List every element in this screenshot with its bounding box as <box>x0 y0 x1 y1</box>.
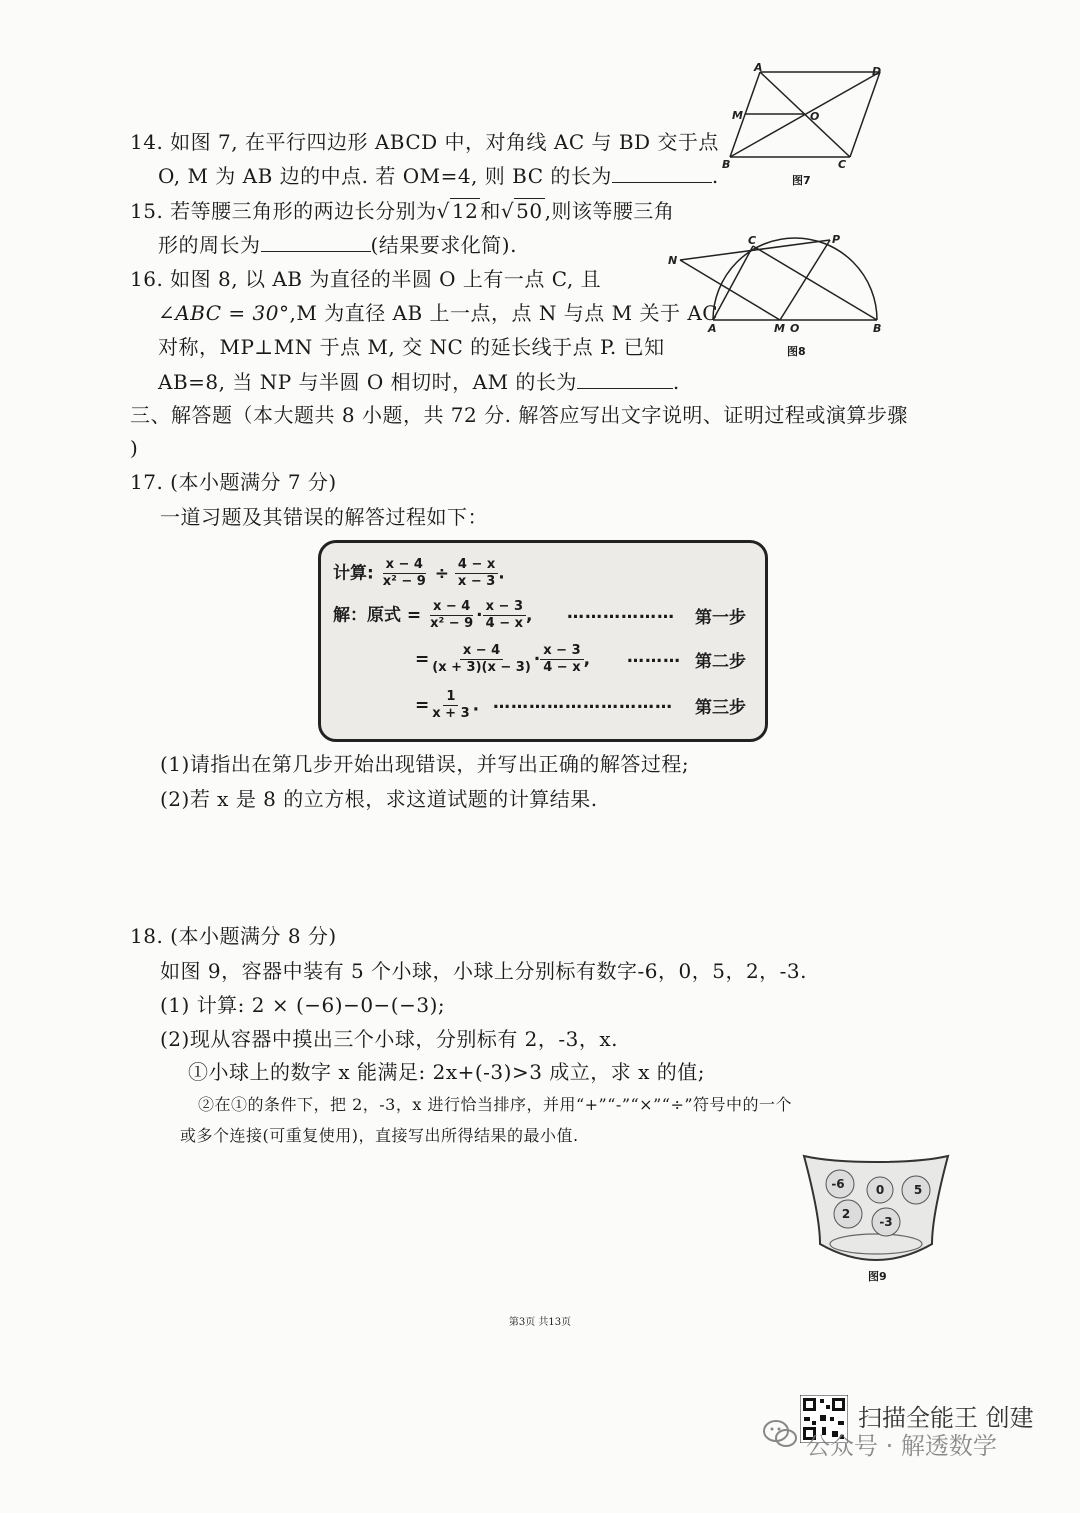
fig7-label-o: O <box>810 110 820 123</box>
q18-part2: (2)现从容器中摸出三个小球，分别标有 2，-3，x. <box>160 1027 619 1051</box>
q15-line2 <box>158 231 517 259</box>
q15-line2a: 形的周长为 <box>158 233 261 257</box>
fig7-label-d: D <box>872 65 882 78</box>
fig8-caption: 图8 <box>787 345 806 358</box>
account-watermark: 公众号 · 解透数学 <box>806 1432 997 1460</box>
q17-solution-box <box>318 540 768 742</box>
figure-9 <box>800 1152 952 1264</box>
wechat-icon <box>762 1418 798 1450</box>
box-step2-label: 第二步 <box>695 652 746 672</box>
fig8-label-n: N <box>668 254 678 267</box>
box-period: . <box>498 563 505 584</box>
box-row-calc <box>333 557 505 590</box>
frac-den: 4 − x <box>543 660 581 675</box>
q16-angle: ∠ABC = 30° <box>158 301 290 325</box>
q14-line2-text: O, M 为 AB 边的中点. 若 OM=4, 则 BC 的长为 <box>158 164 612 188</box>
fig9-caption: 图9 <box>868 1270 887 1283</box>
box-step1-frac1 <box>427 599 476 632</box>
q16-line3: 对称，MP⊥MN 于点 M, 交 NC 的延长线于点 P. 已知 <box>158 335 665 359</box>
section3-heading: 三、解答题（本大题共 8 小题，共 72 分. 解答应写出文字说明、证明过程或演算步骤 <box>130 403 908 427</box>
q18-part2b-line2: 或多个连接(可重复使用)，直接写出所得结果的最小值. <box>180 1126 579 1145</box>
q14-line2 <box>158 162 719 190</box>
q15-line1a: 15. 若等腰三角形的两边长分别为 <box>130 199 437 223</box>
q16-line2b: ,M 为直径 AB 上一点，点 N 与点 M 关于 AC <box>289 301 719 325</box>
fig7-label-a: A <box>754 62 763 74</box>
box-row-step3: = $\frac{1}{x + 3}$ . <box>415 689 480 721</box>
q17-part1: (1)请指出在第几步开始出现错误，并写出正确的解答过程; <box>160 752 690 776</box>
fig8-label-p: P <box>832 233 841 246</box>
q17-part2: (2)若 x 是 8 的立方根，求这道试题的计算结果. <box>160 787 598 811</box>
box-step3-frac <box>429 689 472 722</box>
fig8-label-m: M <box>774 322 785 335</box>
box-dots-3: ………………………… <box>493 693 673 713</box>
q15-line1 <box>130 197 674 225</box>
page-number: 第3页 共13页 <box>508 1317 572 1328</box>
fig9-ball-label-2: 2 <box>841 1207 851 1221</box>
fig8-label-c: C <box>748 234 757 247</box>
box-dots-2: ……… <box>627 647 681 667</box>
frac-num: x − 4 <box>460 643 503 660</box>
q18-part1: (1) 计算: 2 × (−6)−0−(−3); <box>160 993 446 1017</box>
frac-num: 1 <box>443 689 458 706</box>
sqrt-sign-1: √ <box>436 199 450 223</box>
box-dots-1: ……………… <box>567 603 675 623</box>
q15-line1b: 和 <box>480 199 501 223</box>
fig9-container <box>804 1156 948 1260</box>
q15-answer-blank <box>261 231 371 252</box>
frac-den: x + 3 <box>432 706 470 721</box>
q16-line1: 16. 如图 8, 以 AB 为直径的半圆 O 上有一点 C, 且 <box>130 267 602 291</box>
q16-line4 <box>158 368 680 396</box>
box-row-step2: = $\frac{x - 4}{(x + 3)(x - 3)}$ · $\frac{x - 3}{4 - x}$ , <box>415 643 591 675</box>
frac-num: x − 3 <box>483 599 526 616</box>
fig9-ball-label-neg3: -3 <box>879 1215 893 1229</box>
box-step1-label: 第一步 <box>695 608 746 628</box>
frac-den: x² − 9 <box>430 616 474 631</box>
fig7-label-c: C <box>838 158 847 171</box>
box-div-sign: ÷ <box>434 563 449 584</box>
box-calc-label: 计算: <box>333 563 374 584</box>
box-step1-frac2 <box>483 599 526 632</box>
fig8-label-a: A <box>708 322 717 335</box>
fig7-caption: 图7 <box>792 174 811 187</box>
frac-den: 4 − x <box>485 616 524 631</box>
frac-den: (x + 3)(x − 3) <box>432 660 531 675</box>
q18-part2a: ①小球上的数字 x 能满足: 2x+(-3)>3 成立，求 x 的值; <box>188 1060 706 1084</box>
q14-line1: 14. 如图 7, 在平行四边形 ABCD 中，对角线 AC 与 BD 交于点 <box>130 130 719 154</box>
q16-answer-blank <box>577 368 673 389</box>
fig8-line-mp <box>780 240 830 320</box>
fig9-ball-label-neg6: -6 <box>831 1177 845 1191</box>
q15-line1c: ,则该等腰三角 <box>544 199 675 223</box>
box-calc-frac2 <box>455 557 498 590</box>
box-calc-frac1 <box>380 557 429 590</box>
box-step2-frac1 <box>429 643 534 676</box>
q16-line2 <box>158 299 718 327</box>
frac-num: 4 − x <box>455 557 498 574</box>
scanner-watermark: 扫描全能王 创建 <box>858 1404 1034 1432</box>
q17-title: 17. (本小题满分 7 分) <box>130 470 337 494</box>
q14-answer-blank <box>612 162 712 183</box>
q16-line4-text: AB=8, 当 NP 与半圆 O 相切时，AM 的长为 <box>158 370 577 394</box>
q16-end: . <box>672 370 680 394</box>
box-step2-frac2 <box>540 643 583 676</box>
frac-den: x² − 9 <box>382 574 426 589</box>
fig8-label-o: O <box>790 322 800 335</box>
fig7-side-dc <box>850 72 880 157</box>
frac-num: x − 4 <box>383 557 426 574</box>
fig7-label-b: B <box>722 158 731 171</box>
box-step3-label: 第三步 <box>695 698 746 718</box>
box-row-step1: 解：原式 = $\frac{x - 4}{\text{x² − 9}}$ · $\frac{x - 3}{4 - x}$ , <box>333 599 533 631</box>
q18-intro: 如图 9，容器中装有 5 个小球，小球上分别标有数字-6，0，5，2，-3. <box>160 959 808 983</box>
fig8-label-b: B <box>873 322 882 335</box>
fig8-semicircle <box>713 238 877 320</box>
q18-title: 18. (本小题满分 8 分) <box>130 924 337 948</box>
sqrt-sign-2: √ <box>500 199 515 223</box>
q15-sqrt-50: 50 <box>516 199 543 223</box>
fig9-ball-label-0: 0 <box>875 1183 885 1197</box>
figure-8 <box>668 232 888 344</box>
q14-end: . <box>711 164 719 188</box>
q15-sqrt-12: 12 <box>451 199 479 223</box>
frac-num: x − 4 <box>430 599 473 616</box>
q15-line2b: (结果要求化简). <box>370 233 517 257</box>
frac-den: x − 3 <box>457 574 496 589</box>
fig8-chord-cb <box>753 246 877 320</box>
q17-intro: 一道习题及其错误的解答过程如下： <box>160 505 488 529</box>
fig7-label-m: M <box>732 109 743 122</box>
frac-num: x − 3 <box>540 643 583 660</box>
fig9-ball-label-5: 5 <box>913 1183 923 1197</box>
section3-heading-close: ) <box>130 436 139 460</box>
box-sol-label: 解：原式 = <box>333 605 422 626</box>
q18-part2b-line1: ②在①的条件下，把 2，-3，x 进行恰当排序，并用“+”“-”“×”“÷”符号中的一个 <box>198 1095 793 1114</box>
